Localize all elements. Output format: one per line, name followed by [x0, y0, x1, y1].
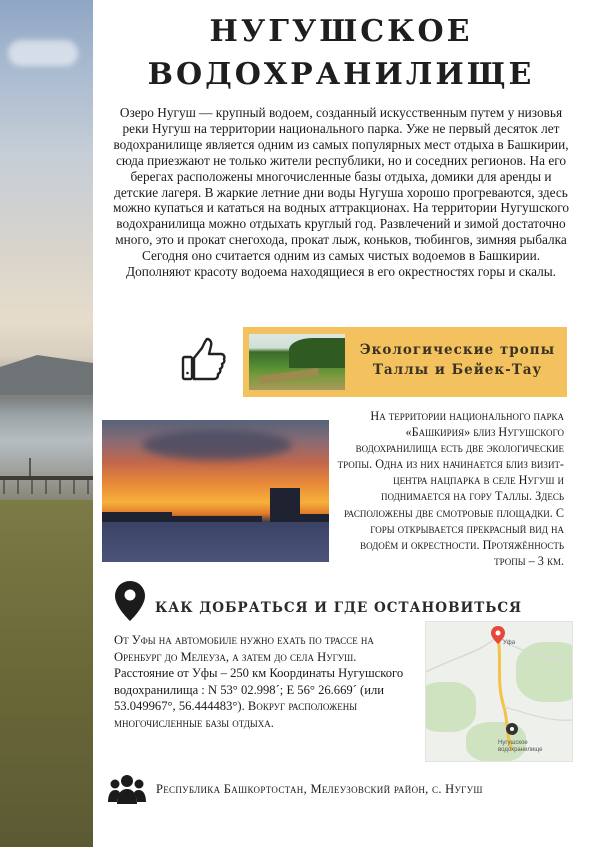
route-text-part-3: Вокруг расположены многочисленные базы отдыха.: [114, 699, 358, 730]
map-destination-label-2: водохранилище: [498, 747, 543, 753]
map-destination-label-1: Нугушское: [498, 740, 528, 746]
map-city-label: Уфа: [503, 640, 516, 646]
map-destination-pin-icon: [505, 722, 519, 736]
route-text-part-2: Расстояние от Уфы – 250 км Координаты Нугушского водохранилища : N 53° 02.998´; E 56° 26.669´ (или 53.049967°, 56.444483°).: [114, 666, 404, 713]
eco-trails-description: На территории национального парка «Башкирия» близ Нугушского водохранилища есть две экологические тропы. Одна из них начинается близ визит-центра нацпарка в селе Нугуш и поднимается на гору Таллы. Здесь расположены две смотровые площадки. С горы открывается прекрасный вид на водоём и окрестности. Протяжённость тропы – 3 км.: [337, 409, 564, 568]
route-section-title: КАК ДОБРАТЬСЯ И ГДЕ ОСТАНОВИТЬСЯ: [155, 600, 523, 616]
eco-trails-title-line-1: Экологические тропы: [359, 342, 556, 358]
address-text: Республика Башкортостан, Мелеузовский район, с. Нугуш: [156, 782, 483, 796]
thumbs-up-icon: [181, 337, 227, 383]
route-description: [114, 632, 414, 731]
route-map: [425, 621, 573, 762]
sunset-village-photo: [102, 420, 329, 562]
eco-trails-banner: [243, 327, 567, 397]
pier-illustration: [0, 458, 93, 498]
eco-trails-title-line-2: Таллы и Бейек-Тау: [372, 362, 543, 378]
page-title-line-2: ВОДОХРАНИЛИЩЕ: [147, 57, 535, 92]
eco-trail-photo: [249, 334, 345, 390]
page-title-line-1: НУГУШСКОЕ: [209, 14, 473, 49]
side-landscape-photo: [0, 0, 93, 847]
eco-trails-title: [355, 340, 560, 380]
people-icon: [108, 773, 146, 805]
route-text-part-1: От Уфы на автомобиле нужно ехать по трассе на Оренбург до Мелеуза, а затем до села Нугуш.: [114, 633, 374, 664]
location-pin-icon: [113, 580, 147, 622]
intro-paragraph: Озеро Нугуш — крупный водоем, созданный искусственным путем у низовья реки Нугуш на территории национального парка. Уже не первый десяток лет водохранилище является одним из самых популярных мест отдыха в Башкирии, сюда приезжают не только жители республики, но и соседних регионов. На его берегах расположены многочисленные базы отдыха, домики для аренды и детские лагеря. В жаркие летние дни воды Нугуша хорошо прогреваются, здесь можно купаться и кататься на водных аттракционах. На территории Нугушского водохранилища можно отдыхать круглый год. Развлечений и зимой достаточно много, это и прокат снегохода, прокат лыж, коньков, тюбингов, зимняя рыбалка Сегодня оно считается одним из самых чистых водоемов в Башкирии. Дополняют красоту водоема находящиеся в его окрестностях горы и скалы.: [112, 105, 570, 280]
